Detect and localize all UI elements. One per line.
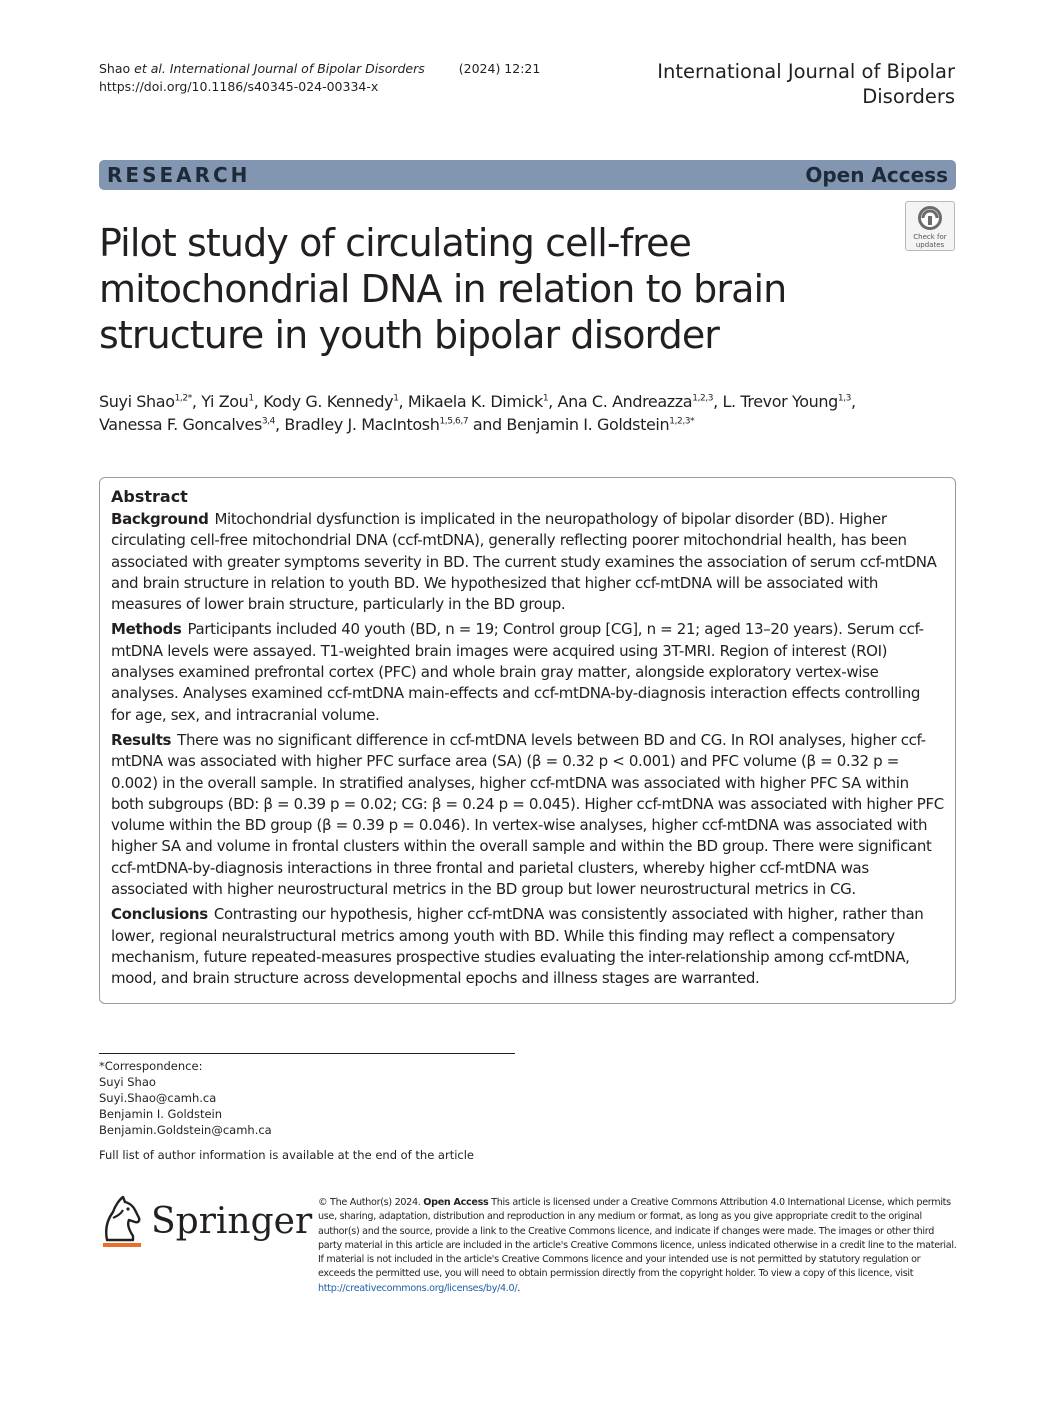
springer-logo bbox=[99, 1194, 313, 1254]
check-for-updates-badge[interactable] bbox=[905, 201, 955, 251]
license-text: This article is licensed under a Creative Commons Attribution 4.0 International License, which permits use, sharing, adaptation, distribution and reproduction in any medium or format, as long as you give appropriate credit to the original author(s) and the source, provide a link to the Creative Commons licence, and indicate if changes were made. The images or other third party material in this article are included in the article's Creative Commons licence, unless indicated otherwise in a credit line to the material. If material is not included in the article's Creative Commons licence and your intended use is not permitted by statutory regulation or exceeds the permitted use, you will need to obtain permission directly from the copyright holder. To view a copy of this licence, visit bbox=[318, 1197, 957, 1280]
author-name: Ana C. Andreazza bbox=[557, 392, 693, 411]
check-for-updates-icon bbox=[906, 202, 954, 234]
author-name: Benjamin I. Goldstein bbox=[506, 415, 670, 434]
author-separator: , bbox=[253, 392, 264, 411]
license-end: . bbox=[517, 1282, 521, 1294]
article-title: Pilot study of circulating cell-free mitochondrial DNA in relation to brain structure in youth bipolar disorder bbox=[99, 221, 787, 357]
correspondence-email-1[interactable]: Suyi.Shao@camh.ca bbox=[99, 1091, 217, 1105]
author-name: Kody G. Kennedy bbox=[263, 392, 394, 411]
article-type-label: RESEARCH bbox=[107, 163, 251, 187]
abstract-conclusions bbox=[111, 904, 944, 989]
author-separator: , bbox=[275, 415, 285, 434]
citation-author: Shao bbox=[99, 61, 135, 76]
author-separator: , bbox=[398, 392, 408, 411]
methods-text: Participants included 40 youth (BD, n = 19; Control group [CG], n = 21; aged 13–20 years). Serum ccf-mtDNA levels were assayed. T1-weighted brain images were acquired using 3T-MRI. Region of interest (ROI) analyses examined prefrontal cortex (PFC) and whole brain gray matter, alongside exploratory vertex-wise analyses. Analyses examined ccf-mtDNA main-effects and ccf-mtDNA-by-diagnosis interaction effects controlling for age, sex, and intracranial volume. bbox=[111, 620, 924, 724]
license-statement bbox=[318, 1196, 958, 1296]
author-affiliation: 1,2* bbox=[174, 393, 192, 404]
background-text: Mitochondrial dysfunction is implicated in the neuropathology of bipolar disorder (BD). Higher circulating cell-free mitochondrial DNA (ccf-mtDNA), generally reflecting poorer mitochondrial health, has been associated with greater symptoms severity in BD. The current study examines the association of serum ccf-mtDNA and brain structure in relation to youth BD. We hypothesized that higher ccf-mtDNA will be associated with measures of lower brain structure, particularly in the BD group. bbox=[111, 510, 937, 614]
author-affiliation: 1,2,3 bbox=[692, 393, 714, 404]
author-separator: , bbox=[850, 392, 856, 411]
correspondence-name-1: Suyi Shao bbox=[99, 1075, 156, 1089]
author-affiliation: 1,5,6,7 bbox=[439, 416, 469, 427]
abstract-heading: Abstract bbox=[111, 487, 188, 506]
springer-horse-icon bbox=[99, 1194, 143, 1250]
abstract-background bbox=[111, 509, 944, 615]
journal-name: International Journal of Bipolar Disorders bbox=[657, 60, 955, 108]
citation-year: (2024) 12:21 bbox=[458, 61, 541, 76]
results-label: Results bbox=[111, 730, 172, 749]
article-type-banner bbox=[99, 160, 956, 190]
check-for-updates-text: Check for updates bbox=[913, 233, 947, 249]
author-affiliation: 1 bbox=[542, 393, 549, 404]
author-affiliation: 3,4 bbox=[261, 416, 276, 427]
footnote-divider bbox=[99, 1053, 515, 1054]
conclusions-label: Conclusions bbox=[111, 905, 208, 924]
author-name: Mikaela K. Dimick bbox=[407, 392, 543, 411]
citation-journal: et al. International Journal of Bipolar Disorders bbox=[134, 61, 425, 76]
author-name: Yi Zou bbox=[201, 392, 249, 411]
correspondence-email-2[interactable]: Benjamin.Goldstein@camh.ca bbox=[99, 1123, 272, 1137]
background-label: Background bbox=[111, 510, 209, 528]
author-separator: , bbox=[548, 392, 558, 411]
author-affiliation: 1,2,3* bbox=[669, 416, 695, 427]
license-copyright: © The Author(s) 2024. bbox=[318, 1197, 424, 1208]
license-open-access: Open Access bbox=[423, 1197, 489, 1208]
author-affiliation: 1 bbox=[248, 393, 254, 404]
abstract-results bbox=[111, 730, 944, 900]
citation-header bbox=[99, 60, 540, 96]
author-separator: and bbox=[468, 415, 507, 434]
correspondence-name-2: Benjamin I. Goldstein bbox=[99, 1107, 223, 1121]
author-affiliation: 1 bbox=[393, 393, 399, 404]
results-text: There was no significant difference in ccf-mtDNA levels between BD and CG. In ROI analyses, higher ccf-mtDNA was associated with higher PFC surface area (SA) (β = 0.32 p < 0.001) and PFC volume (β = 0.32 p = 0.002) in the overall sample. In stratified analyses, higher ccf-mtDNA was associated with higher PFC SA within both subgroups (BD: β = 0.39 p = 0.02; CG: β = 0.24 p = 0.045). Higher ccf-mtDNA was associated with higher PFC volume within the BD group (β = 0.39 p = 0.046). In vertex-wise analyses, higher ccf-mtDNA was associated with higher SA and volume in frontal clusters within the overall sample and within the BD group. There were significant ccf-mtDNA-by-diagnosis interactions in three frontal and parietal clusters, whereby higher ccf-mtDNA was associated with higher neurostructural metrics in the BD group but lower neurostructural metrics in CG. bbox=[111, 730, 944, 899]
author-separator: , bbox=[191, 392, 202, 411]
license-url-link[interactable]: http://creativecommons.org/licenses/by/4.0/ bbox=[318, 1282, 518, 1294]
doi-link[interactable]: https://doi.org/10.1186/s40345-024-00334-x bbox=[99, 79, 379, 94]
abstract-box bbox=[99, 477, 956, 1004]
methods-label: Methods bbox=[111, 620, 182, 639]
author-name: Bradley J. MacIntosh bbox=[284, 415, 440, 434]
author-name: Suyi Shao bbox=[99, 392, 175, 411]
open-access-label: Open Access bbox=[805, 163, 948, 187]
author-separator: , bbox=[713, 392, 723, 411]
author-name: L. Trevor Young bbox=[722, 392, 838, 411]
author-name: Vanessa F. Goncalves bbox=[99, 415, 262, 434]
correspondence-label: *Correspondence: bbox=[99, 1059, 203, 1073]
author-info-note: Full list of author information is available at the end of the article bbox=[99, 1148, 474, 1162]
springer-wordmark: Springer bbox=[151, 1201, 313, 1242]
correspondence-block bbox=[99, 1058, 272, 1138]
author-affiliation: 1,3 bbox=[837, 393, 851, 404]
conclusions-text: Contrasting our hypothesis, higher ccf-mtDNA was consistently associated with higher, rather than lower, regional neuralstructural metrics among youth with BD. While this finding may reflect a compensatory mechanism, future repeated-measures prospective studies evaluating the inter-relationship among ccf-mtDNA, mood, and brain structure across developmental epochs and illness stages are warranted. bbox=[111, 905, 924, 988]
abstract-methods bbox=[111, 619, 944, 725]
author-list bbox=[99, 390, 956, 436]
